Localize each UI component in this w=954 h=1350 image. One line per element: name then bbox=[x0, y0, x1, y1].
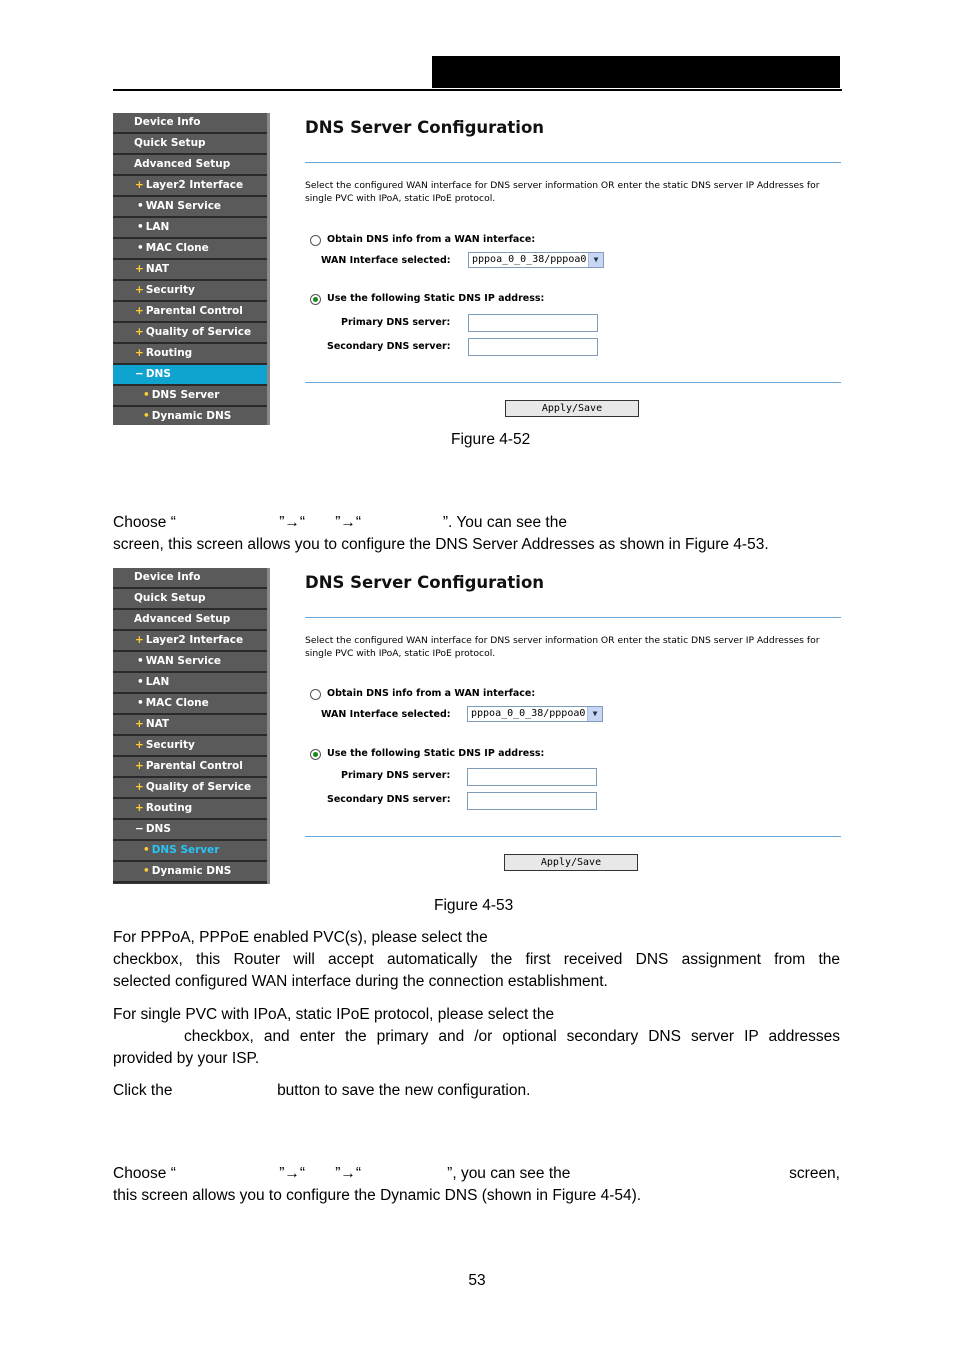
dot-icon: • bbox=[137, 655, 144, 667]
nav-mac-clone[interactable]: • MAC Clone bbox=[113, 239, 289, 260]
paragraph-choose: Choose “ ”→“ ”→“ ”. You can see the screen, this screen allows you to configure the DNS Server Addresses as shown in Figure 4-53. bbox=[113, 514, 769, 553]
nav-quick-setup[interactable]: Quick Setup bbox=[113, 589, 286, 610]
plus-icon: + bbox=[135, 634, 144, 646]
divider bbox=[305, 382, 841, 383]
plus-icon: + bbox=[135, 305, 144, 317]
radio-static-dns[interactable] bbox=[310, 294, 321, 305]
nav-wan-service[interactable]: • WAN Service bbox=[113, 652, 289, 673]
sidebar bbox=[113, 568, 270, 884]
nav-quick-setup[interactable]: Quick Setup bbox=[113, 134, 286, 155]
paragraph-pppoa: For PPPoA, PPPoE enabled PVC(s), please select the checkbox, this Router will accept automatically the first received DNS assignment from the selected configured WAN interface during the connection establishment. bbox=[113, 929, 840, 990]
wan-selected-label: WAN Interface selected: bbox=[321, 255, 451, 266]
dot-icon: • bbox=[143, 389, 150, 401]
figure-caption: Figure 4-52 bbox=[451, 431, 531, 448]
panel-title: DNS Server Configuration bbox=[305, 573, 545, 592]
apply-save-button[interactable]: Apply/Save bbox=[505, 400, 639, 417]
nav-lan[interactable]: • LAN bbox=[113, 673, 289, 694]
secondary-dns-label: Secondary DNS server: bbox=[327, 341, 451, 352]
radio-obtain-from-wan[interactable] bbox=[310, 235, 321, 246]
option-wan-label: Obtain DNS info from a WAN interface: bbox=[327, 688, 536, 699]
paragraph-ipoa: For single PVC with IPoA, static IPoE protocol, please select the checkbox, and enter the primary and /or optional secondary DNS server IP addresses provided by your ISP. bbox=[113, 1006, 840, 1067]
chevron-down-icon[interactable]: ▼ bbox=[587, 707, 602, 721]
nav-routing[interactable]: + Routing bbox=[113, 799, 287, 820]
nav-dynamic-dns[interactable]: • Dynamic DNS bbox=[113, 407, 295, 425]
plus-icon: + bbox=[135, 347, 144, 359]
nav-nat[interactable]: + NAT bbox=[113, 260, 287, 281]
nav-layer2-interface[interactable]: + Layer2 Interface bbox=[113, 631, 287, 652]
nav-dns-server[interactable]: • DNS Server bbox=[113, 386, 295, 407]
paragraph-click: Click the button to save the new configuration. bbox=[113, 1082, 531, 1099]
dot-icon: • bbox=[137, 221, 144, 233]
page-number: 53 bbox=[468, 1272, 486, 1289]
dot-icon: • bbox=[143, 865, 150, 877]
plus-icon: + bbox=[135, 760, 144, 772]
nav-mac-clone[interactable]: • MAC Clone bbox=[113, 694, 289, 715]
wan-selected-label: WAN Interface selected: bbox=[321, 709, 451, 720]
nav-dns-server[interactable]: • DNS Server bbox=[113, 841, 295, 862]
dns-config-panel bbox=[270, 113, 841, 425]
divider bbox=[305, 162, 841, 163]
primary-dns-input[interactable] bbox=[467, 768, 597, 786]
chevron-down-icon[interactable]: ▼ bbox=[588, 253, 603, 267]
nav-dns[interactable]: − DNS bbox=[113, 820, 287, 841]
figure-4-53-screenshot bbox=[113, 568, 841, 884]
plus-icon: + bbox=[135, 718, 144, 730]
nav-nat[interactable]: + NAT bbox=[113, 715, 287, 736]
panel-description: Select the configured WAN interface for DNS server information OR enter the static DNS server IP Addresses for single PVC with IPoA, static IPoE protocol. bbox=[305, 180, 820, 204]
apply-save-button[interactable]: Apply/Save bbox=[504, 854, 638, 871]
nav-wan-service[interactable]: • WAN Service bbox=[113, 197, 289, 218]
minus-icon: − bbox=[135, 823, 144, 835]
plus-icon: + bbox=[135, 802, 144, 814]
secondary-dns-input[interactable] bbox=[468, 338, 598, 356]
option-static-label: Use the following Static DNS IP address: bbox=[327, 748, 545, 759]
radio-static-dns[interactable] bbox=[310, 749, 321, 760]
option-wan-label: Obtain DNS info from a WAN interface: bbox=[327, 234, 536, 245]
nav-security[interactable]: + Security bbox=[113, 736, 287, 757]
nav-layer2-interface[interactable]: + Layer2 Interface bbox=[113, 176, 287, 197]
wan-interface-select[interactable]: pppoa_0_0_38/pppoa0 ▼ bbox=[467, 706, 603, 722]
dot-icon: • bbox=[137, 200, 144, 212]
nav-device-info[interactable]: Device Info bbox=[113, 568, 286, 589]
dot-icon: • bbox=[137, 242, 144, 254]
plus-icon: + bbox=[135, 781, 144, 793]
nav-quality-of-service[interactable]: + Quality of Service bbox=[113, 323, 287, 344]
wan-interface-select[interactable]: pppoa_0_0_38/pppoa0 ▼ bbox=[468, 252, 604, 268]
nav-security[interactable]: + Security bbox=[113, 281, 287, 302]
nav-routing[interactable]: + Routing bbox=[113, 344, 287, 365]
secondary-dns-input[interactable] bbox=[467, 792, 597, 810]
dot-icon: • bbox=[143, 410, 150, 422]
header-black-bar bbox=[432, 56, 840, 88]
minus-icon: − bbox=[135, 368, 144, 380]
radio-obtain-from-wan[interactable] bbox=[310, 689, 321, 700]
nav-advanced-setup[interactable]: Advanced Setup bbox=[113, 155, 286, 176]
paragraph-dynamic-dns: Choose “ ”→“ ”→“ ”, you can see the screen, this screen allows you to configure the Dynamic DNS (shown in Figure 4-54). bbox=[113, 1165, 840, 1204]
nav-lan[interactable]: • LAN bbox=[113, 218, 289, 239]
panel-title: DNS Server Configuration bbox=[305, 118, 545, 137]
primary-dns-label: Primary DNS server: bbox=[341, 770, 451, 781]
nav-quality-of-service[interactable]: + Quality of Service bbox=[113, 778, 287, 799]
nav-parental-control[interactable]: + Parental Control bbox=[113, 302, 287, 323]
plus-icon: + bbox=[135, 179, 144, 191]
dot-icon: • bbox=[143, 844, 150, 856]
dot-icon: • bbox=[137, 697, 144, 709]
nav-parental-control[interactable]: + Parental Control bbox=[113, 757, 287, 778]
plus-icon: + bbox=[135, 263, 144, 275]
divider bbox=[305, 617, 841, 618]
panel-description: Select the configured WAN interface for DNS server information OR enter the static DNS server IP Addresses for single PVC with IPoA, static IPoE protocol. bbox=[305, 635, 820, 659]
nav-device-info[interactable]: Device Info bbox=[113, 113, 286, 134]
secondary-dns-label: Secondary DNS server: bbox=[327, 794, 451, 805]
header-rule bbox=[113, 89, 842, 91]
sidebar bbox=[113, 113, 270, 425]
plus-icon: + bbox=[135, 739, 144, 751]
plus-icon: + bbox=[135, 284, 144, 296]
dot-icon: • bbox=[137, 676, 144, 688]
primary-dns-input[interactable] bbox=[468, 314, 598, 332]
option-static-label: Use the following Static DNS IP address: bbox=[327, 293, 545, 304]
figure-caption: Figure 4-53 bbox=[434, 897, 514, 914]
primary-dns-label: Primary DNS server: bbox=[341, 317, 451, 328]
divider bbox=[305, 836, 841, 837]
nav-dynamic-dns[interactable]: • Dynamic DNS bbox=[113, 862, 295, 883]
nav-advanced-setup[interactable]: Advanced Setup bbox=[113, 610, 286, 631]
plus-icon: + bbox=[135, 326, 144, 338]
nav-dns[interactable]: − DNS bbox=[113, 365, 287, 386]
dns-config-panel bbox=[270, 568, 841, 884]
figure-4-52-screenshot bbox=[113, 113, 841, 425]
